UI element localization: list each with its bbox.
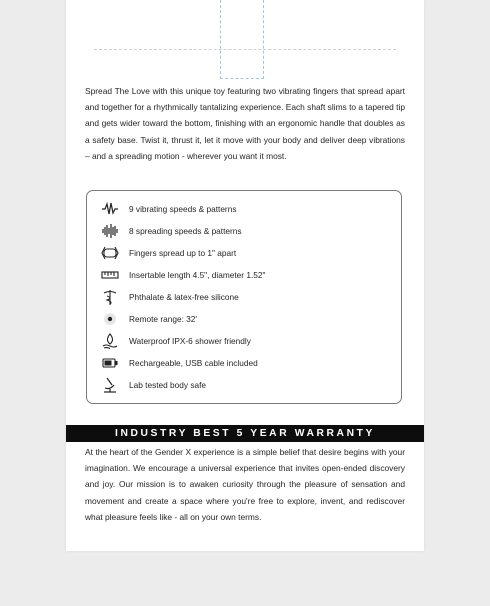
intro-paragraph: Spread The Love with this unique toy featuring two vibrating fingers that spread apart and together for a rhythmically tantalizing experience. Each shaft slims to a tapered tip and gets wider toward the bottom, finishing with an ergonomic handle that doubles as a safety base. Twist it, thrust it, let it move with your body and deliver deep vibrations – and a spreading motion - wherever you want it most. [85, 86, 405, 161]
feature-item [100, 308, 401, 330]
outro-paragraph: At the heart of the Gender X experience is a simple belief that desire begins with your imagination. We encourage a universal experience that invites open-ended discovery and joy. Our mission is to awaken curiosity through the pleasure of sensation and movement and create a space where you're free to explore, invent, and rediscover what pleasure feels like - all on your own terms. [85, 447, 405, 522]
feature-item [100, 242, 401, 264]
features-box [86, 190, 402, 404]
remote-signal-icon [100, 310, 120, 328]
feature-item [100, 352, 401, 374]
feature-item [100, 220, 401, 242]
feature-label: Lab tested body safe [129, 380, 207, 390]
feature-label: Phthalate & latex-free silicone [129, 292, 239, 302]
feature-label: Insertable length 4.5", diameter 1.52" [129, 270, 266, 280]
product-card [66, 0, 424, 551]
feature-label: Waterproof IPX-6 shower friendly [129, 336, 251, 346]
feature-item [100, 286, 401, 308]
feature-label: 8 spreading speeds & patterns [129, 226, 242, 236]
feature-label: Remote range: 32' [129, 314, 197, 324]
feature-label: 9 vibrating speeds & patterns [129, 204, 237, 214]
feature-item [100, 198, 401, 220]
feature-item [100, 330, 401, 352]
feature-item [100, 374, 401, 396]
feature-label: Fingers spread up to 1" apart [129, 248, 237, 258]
microscope-icon [100, 376, 120, 394]
water-drop-icon [100, 332, 120, 350]
ruler-icon [100, 266, 120, 284]
hang-tab-outline [220, 0, 264, 79]
feature-label: Rechargeable, USB cable included [129, 358, 258, 368]
sound-bars-icon [100, 222, 120, 240]
warranty-banner: INDUSTRY BEST 5 YEAR WARRANTY [66, 425, 424, 442]
pulse-wave-icon [100, 200, 120, 218]
battery-icon [100, 354, 120, 372]
feature-item [100, 264, 401, 286]
spread-arrows-icon [100, 244, 120, 262]
caduceus-icon [100, 288, 120, 306]
